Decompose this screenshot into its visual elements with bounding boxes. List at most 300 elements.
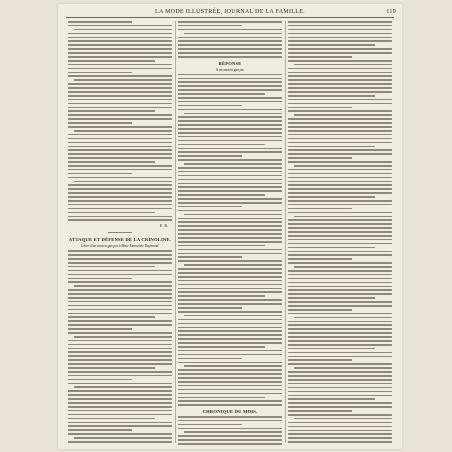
text-line — [68, 157, 172, 159]
text-line — [178, 350, 282, 352]
text-line — [288, 410, 352, 412]
text-line — [178, 272, 282, 274]
text-line — [288, 184, 392, 186]
text-line — [178, 74, 282, 76]
text-line — [178, 229, 282, 231]
text-line — [68, 398, 172, 400]
text-line — [178, 37, 282, 39]
text-line — [178, 323, 282, 325]
text-line — [178, 132, 282, 134]
text-line — [288, 433, 392, 435]
text-line — [68, 266, 155, 268]
text-line — [288, 235, 392, 237]
text-line — [68, 72, 132, 74]
text-line — [68, 351, 172, 353]
text-line — [178, 144, 265, 146]
text-line — [68, 274, 172, 276]
column-right — [288, 21, 392, 445]
text-block — [178, 416, 282, 445]
text-line — [68, 33, 172, 35]
text-line — [68, 309, 172, 311]
text-line — [288, 258, 352, 260]
text-line — [288, 414, 392, 416]
text-line — [74, 79, 172, 81]
text-line — [68, 355, 172, 357]
text-line — [178, 319, 282, 321]
text-line — [288, 103, 392, 105]
text-line — [68, 52, 172, 54]
text-line — [178, 245, 265, 247]
text-line — [178, 268, 282, 270]
text-line — [288, 328, 392, 330]
text-line — [294, 216, 392, 218]
text-line — [288, 247, 375, 249]
text-line — [68, 359, 172, 361]
text-line — [74, 181, 172, 183]
text-line — [178, 354, 282, 356]
text-line — [288, 395, 392, 397]
text-line — [178, 202, 282, 204]
text-line — [288, 37, 392, 39]
text-line — [178, 148, 282, 150]
text-line — [288, 44, 375, 46]
text-line — [288, 227, 392, 229]
text-line — [288, 219, 392, 221]
text-line — [288, 251, 392, 253]
text-line — [74, 29, 172, 31]
text-line — [288, 192, 392, 194]
text-line — [288, 91, 392, 93]
text-line — [288, 95, 375, 97]
text-block — [68, 250, 172, 445]
text-line — [288, 177, 392, 179]
text-line — [288, 200, 392, 202]
text-line — [68, 340, 172, 342]
text-line — [68, 200, 172, 202]
text-line — [178, 179, 282, 181]
text-line — [288, 293, 392, 295]
text-line — [74, 437, 172, 439]
text-line — [288, 134, 392, 136]
text-line — [68, 114, 172, 116]
text-line — [68, 394, 172, 396]
text-line — [178, 167, 282, 169]
text-line — [68, 165, 172, 167]
text-line — [68, 254, 172, 256]
text-line — [288, 204, 392, 206]
text-line — [68, 25, 172, 27]
text-line — [178, 56, 282, 58]
text-line — [288, 356, 392, 358]
text-line — [288, 99, 392, 101]
text-line — [178, 128, 282, 130]
text-line — [68, 250, 172, 252]
text-line — [178, 338, 282, 340]
text-line — [68, 95, 172, 97]
text-line — [178, 389, 282, 391]
text-line — [68, 184, 172, 186]
text-line — [288, 340, 392, 342]
text-line — [178, 342, 282, 344]
text-line — [68, 258, 172, 260]
text-line — [68, 320, 172, 322]
text-line — [178, 190, 282, 192]
text-line — [178, 373, 282, 375]
text-line — [68, 313, 172, 315]
text-line — [68, 328, 132, 330]
text-line — [178, 416, 282, 418]
text-line — [288, 25, 392, 27]
text-line — [288, 278, 392, 280]
text-line — [288, 188, 392, 190]
text-line — [178, 120, 282, 122]
text-line — [288, 239, 392, 241]
text-line — [178, 443, 282, 445]
text-line — [178, 93, 265, 95]
text-line — [288, 68, 392, 70]
article-subtitle-reponse: A un ancien garçon. — [215, 67, 245, 72]
text-line — [178, 288, 282, 290]
text-line — [68, 196, 172, 198]
text-line — [178, 253, 282, 255]
text-line — [288, 274, 392, 276]
text-line — [68, 60, 155, 62]
text-line — [178, 78, 282, 80]
text-line — [178, 280, 282, 282]
text-line — [68, 134, 172, 136]
text-line — [68, 107, 172, 109]
text-line — [184, 113, 282, 115]
text-line — [178, 40, 282, 42]
text-line — [68, 138, 172, 140]
text-line — [68, 324, 172, 326]
text-line — [178, 151, 282, 153]
text-line — [178, 284, 282, 286]
text-line — [68, 110, 155, 112]
text-line — [184, 264, 282, 266]
text-line — [68, 305, 172, 307]
text-line — [184, 315, 282, 317]
column-left — [68, 21, 172, 445]
text-line — [288, 336, 392, 338]
text-line — [288, 352, 392, 354]
text-line — [68, 212, 155, 214]
text-line — [288, 375, 392, 377]
text-line — [178, 397, 265, 399]
text-line — [184, 214, 282, 216]
text-line — [178, 377, 282, 379]
text-line — [178, 183, 282, 185]
text-line — [68, 402, 172, 404]
text-line — [68, 173, 132, 175]
text-line — [288, 181, 392, 183]
text-line — [288, 196, 375, 198]
text-line — [68, 83, 172, 85]
text-line — [288, 332, 392, 334]
text-line — [288, 52, 392, 54]
text-line — [74, 336, 172, 338]
text-line — [288, 301, 392, 303]
text-line — [68, 216, 172, 218]
text-line — [68, 367, 155, 369]
text-line — [68, 122, 132, 124]
text-line — [288, 223, 392, 225]
text-line — [288, 371, 392, 373]
text-line — [178, 249, 282, 251]
text-line — [178, 420, 282, 422]
text-line — [178, 435, 282, 437]
text-line — [68, 37, 172, 39]
text-line — [178, 299, 282, 301]
text-line — [68, 293, 172, 295]
text-line — [178, 393, 282, 395]
text-line — [68, 192, 172, 194]
text-line — [288, 441, 392, 443]
text-line — [288, 79, 392, 81]
text-line — [178, 29, 282, 31]
text-line — [178, 404, 282, 406]
text-line — [178, 233, 282, 235]
text-block — [178, 21, 282, 58]
text-line — [68, 429, 132, 431]
text-line — [68, 348, 172, 350]
text-line — [288, 33, 392, 35]
text-line — [288, 118, 392, 120]
text-line — [178, 221, 282, 223]
text-line — [74, 285, 172, 287]
text-line — [178, 198, 282, 200]
text-line — [178, 225, 282, 227]
text-line — [288, 75, 392, 77]
text-line — [74, 130, 172, 132]
text-line — [178, 307, 242, 309]
text-line — [288, 72, 392, 74]
text-line — [68, 146, 172, 148]
text-line — [288, 107, 352, 109]
text-line — [68, 371, 172, 373]
text-line — [178, 260, 282, 262]
text-line — [178, 276, 282, 278]
text-line — [184, 431, 282, 433]
text-line — [288, 363, 392, 365]
text-line — [288, 138, 392, 140]
text-line — [178, 295, 265, 297]
text-line — [288, 142, 392, 144]
section-separator — [108, 232, 132, 233]
text-line — [288, 289, 392, 291]
text-line — [288, 173, 392, 175]
text-line — [68, 87, 172, 89]
text-line — [178, 52, 282, 54]
text-line — [288, 122, 392, 124]
text-line — [178, 155, 242, 157]
text-line — [288, 286, 392, 288]
text-line — [178, 105, 242, 107]
text-block — [178, 74, 282, 406]
text-line — [178, 424, 242, 426]
text-line — [288, 387, 392, 389]
text-line — [178, 210, 282, 212]
text-line — [68, 188, 172, 190]
text-line — [178, 237, 282, 239]
text-line — [288, 161, 392, 163]
text-line — [68, 219, 172, 221]
text-line — [68, 297, 172, 299]
text-line — [178, 81, 282, 83]
text-line — [68, 289, 172, 291]
column-divider — [285, 21, 286, 443]
text-line — [68, 262, 172, 264]
text-line — [178, 186, 282, 188]
text-line — [178, 171, 282, 173]
text-line — [288, 402, 392, 404]
text-line — [68, 441, 172, 443]
text-line — [178, 381, 282, 383]
text-line — [288, 305, 392, 307]
text-line — [178, 311, 282, 313]
text-line — [288, 146, 375, 148]
text-line — [68, 149, 172, 151]
text-line — [178, 194, 265, 196]
text-line — [288, 430, 392, 432]
text-line — [288, 348, 375, 350]
text-line — [178, 85, 282, 87]
page-number: 119 — [386, 9, 396, 15]
text-line — [288, 83, 392, 85]
text-line — [288, 321, 392, 323]
text-line — [178, 241, 282, 243]
text-line — [68, 103, 172, 105]
text-line — [178, 400, 282, 402]
text-line — [178, 116, 282, 118]
text-line — [68, 301, 172, 303]
text-line — [74, 386, 172, 388]
text-line — [178, 109, 282, 111]
signature: E. R. — [159, 223, 168, 229]
text-line — [178, 218, 282, 220]
text-line — [68, 75, 172, 77]
text-line — [68, 278, 132, 280]
text-line — [178, 334, 282, 336]
text-line — [178, 439, 282, 441]
article-title-reponse: RÉPONSE — [218, 60, 242, 66]
text-line — [68, 363, 172, 365]
text-line — [288, 29, 392, 31]
article-title-chronique: CHRONIQUE DU MOIS. — [202, 408, 258, 414]
text-line — [68, 21, 132, 23]
text-line — [288, 149, 392, 151]
text-line — [288, 406, 392, 408]
text-line — [288, 157, 352, 159]
text-line — [288, 426, 392, 428]
text-line — [288, 208, 352, 210]
text-line — [288, 110, 392, 112]
text-line — [68, 418, 155, 420]
text-line — [68, 422, 172, 424]
text-line — [68, 425, 172, 427]
text-line — [294, 64, 392, 66]
text-line — [178, 124, 282, 126]
text-line — [68, 208, 172, 210]
text-line — [294, 317, 392, 319]
text-line — [68, 410, 172, 412]
text-line — [288, 313, 392, 315]
text-line — [288, 383, 392, 385]
text-line — [178, 358, 242, 360]
text-line — [288, 87, 392, 89]
text-line — [68, 40, 172, 42]
text-line — [288, 270, 392, 272]
text-line — [288, 398, 375, 400]
text-line — [178, 89, 282, 91]
text-line — [178, 159, 282, 161]
text-line — [178, 175, 282, 177]
magazine-page — [58, 4, 402, 449]
text-line — [68, 270, 172, 272]
text-line — [288, 309, 352, 311]
text-line — [184, 33, 282, 35]
text-line — [178, 21, 282, 23]
text-block — [288, 21, 392, 445]
text-line — [288, 324, 392, 326]
text-line — [178, 346, 265, 348]
text-line — [288, 126, 392, 128]
text-line — [294, 114, 392, 116]
text-line — [178, 256, 242, 258]
text-line — [288, 60, 392, 62]
text-line — [68, 48, 172, 50]
text-line — [294, 367, 392, 369]
text-line — [178, 101, 282, 103]
text-line — [68, 118, 172, 120]
text-line — [178, 48, 282, 50]
text-line — [68, 169, 172, 171]
text-line — [288, 422, 392, 424]
article-title-attaque: ATTAQUE ET DÉFENSE DE LA CRINOLINE. — [68, 237, 172, 243]
text-line — [68, 161, 155, 163]
text-line — [68, 44, 172, 46]
text-line — [68, 91, 172, 93]
text-line — [178, 303, 282, 305]
text-line — [178, 362, 282, 364]
text-line — [68, 375, 172, 377]
text-line — [68, 332, 172, 334]
text-line — [288, 379, 392, 381]
text-line — [294, 418, 392, 420]
text-line — [178, 44, 282, 46]
text-line — [68, 379, 132, 381]
text-line — [288, 254, 392, 256]
text-line — [288, 437, 392, 439]
text-line — [68, 204, 172, 206]
text-line — [288, 48, 392, 50]
text-line — [288, 40, 392, 42]
column-middle — [178, 21, 282, 445]
text-line — [68, 142, 172, 144]
text-line — [288, 231, 392, 233]
text-line — [288, 212, 392, 214]
text-line — [68, 383, 172, 385]
text-line — [178, 136, 282, 138]
text-line — [68, 64, 172, 66]
text-line — [288, 391, 392, 393]
text-line — [68, 99, 172, 101]
text-line — [68, 406, 172, 408]
text-line — [68, 281, 172, 283]
text-line — [288, 243, 392, 245]
text-line — [68, 56, 172, 58]
text-block — [68, 21, 172, 221]
